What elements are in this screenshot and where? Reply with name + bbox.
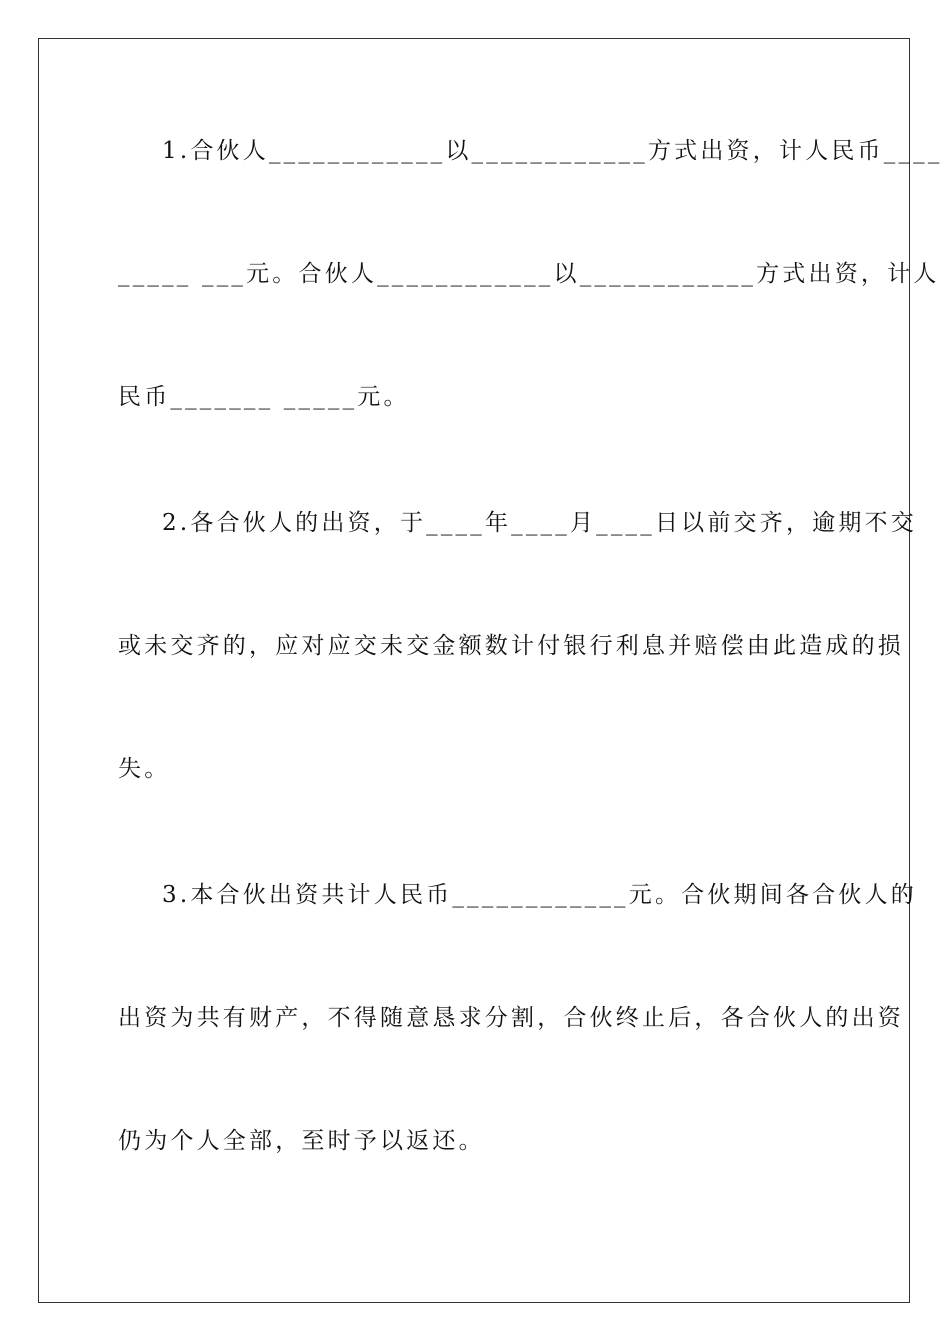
clause-3-line-1: 3.本合伙出资共计人民币____________元。合伙期间各合伙人的 (162, 882, 917, 908)
clause-1-line-3: 民币_______ _____元。 (118, 384, 410, 410)
clause-2-line-3: 失。 (118, 756, 171, 782)
page-border (38, 38, 943, 1303)
clause-2-line-1: 2.各合伙人的出资，于____年____月____日以前交齐，逾期不交 (162, 510, 917, 536)
clause-3-line-2: 出资为共有财产，不得随意恳求分割，合伙终止后，各合伙人的出资 (118, 1005, 904, 1031)
clause-2-line-2: 或未交齐的，应对应交未交金额数计付银行利息并赔偿由此造成的损 (118, 633, 904, 659)
clause-3-line-3: 仍为个人全部，至时予以返还。 (118, 1128, 485, 1154)
clause-1-line-1: 1.合伙人____________以____________方式出资，计人民币____ (162, 138, 943, 164)
clause-1-line-2: _____ ___元。合伙人____________以____________方式出资，计人 (118, 261, 940, 287)
